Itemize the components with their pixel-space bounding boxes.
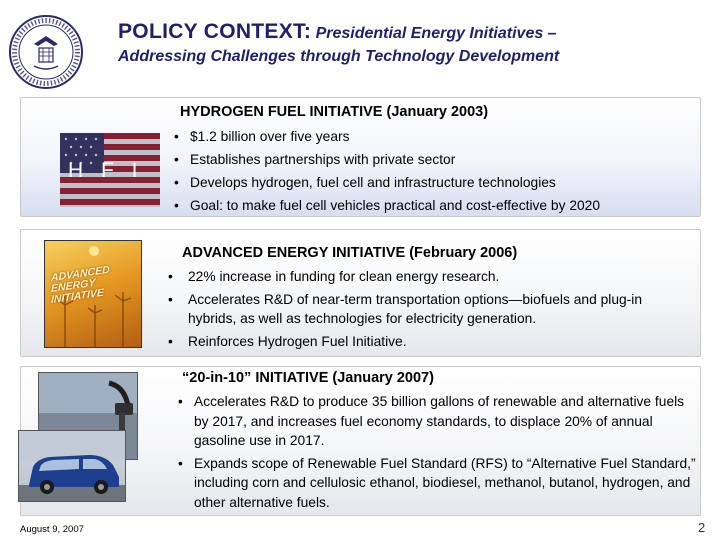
car-icon — [19, 431, 126, 502]
aei-cover-text: ADVANCED ENERGY INITIATIVE — [51, 263, 110, 307]
list-item: • Accelerates R&D to produce 35 billion gallons of renewable and alternative fuels by 2017, and increases fuel economy standards, to displace 20% of annual gasoline use in 2017. — [172, 392, 697, 451]
aei-cover-image — [44, 240, 142, 348]
list-item: • Goal: to make fuel cell vehicles practical and cost-effective by 2020 — [168, 194, 688, 217]
advanced-bullets — [162, 267, 682, 354]
footer-date: August 9, 2007 — [20, 524, 84, 535]
page-title — [118, 20, 698, 44]
page-subtitle: Addressing Challenges through Technology Development — [118, 48, 560, 65]
hfi-flag-image — [60, 133, 160, 207]
ethanol-car-image — [18, 430, 126, 502]
doe-seal-icon — [8, 14, 84, 90]
list-item: • Expands scope of Renewable Fuel Standard (RFS) to “Alternative Fuel Standard,” including corn and cellulosic ethanol, biodiesel, methanol, butanol, hydrogen, and other alternative fuels. — [172, 454, 697, 513]
list-item: • Reinforces Hydrogen Fuel Initiative. — [162, 332, 682, 352]
twenty-in-ten-title: “20-in-10” INITIATIVE (January 2007) — [182, 370, 434, 386]
list-item: • $1.2 billion over five years — [168, 125, 688, 148]
hydrogen-title: HYDROGEN FUEL INITIATIVE (January 2003) — [180, 104, 489, 120]
title-sub: Presidential Energy Initiatives – — [315, 25, 557, 42]
hfi-label: H F I — [68, 159, 144, 182]
hydrogen-bullets — [168, 125, 688, 217]
list-item: • Develops hydrogen, fuel cell and infrastructure technologies — [168, 171, 688, 194]
page-number: 2 — [698, 520, 706, 535]
list-item: • Accelerates R&D of near-term transportation options—biofuels and plug-in hybrids, as well as technologies for electricity generation. — [162, 290, 682, 329]
twenty-in-ten-bullets — [172, 392, 697, 515]
list-item: • 22% increase in funding for clean energy research. — [162, 267, 682, 287]
advanced-title: ADVANCED ENERGY INITIATIVE (February 2006) — [182, 245, 518, 261]
list-item: • Establishes partnerships with private sector — [168, 148, 688, 171]
title-main: POLICY CONTEXT: — [118, 20, 312, 43]
